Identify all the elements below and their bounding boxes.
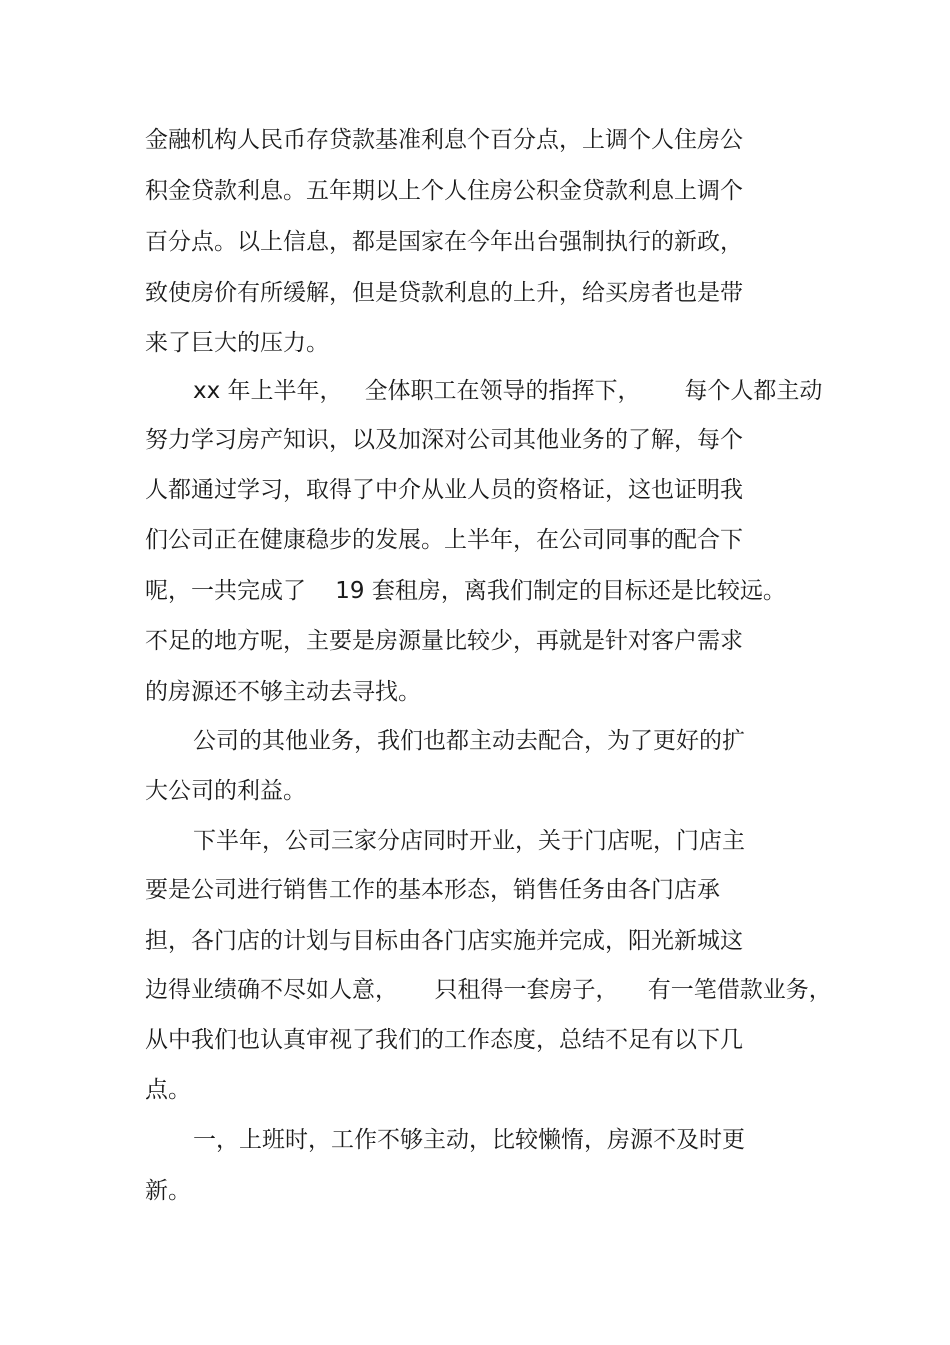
text-line: 要是公司进行销售工作的基本形态，销售任务由各门店承 xyxy=(145,877,720,903)
text-line: 金融机构人民币存贷款基准利息个百分点，上调个人住房公 xyxy=(145,127,743,153)
text-line: 百分点。以上信息，都是国家在今年出台强制执行的新政， xyxy=(145,229,743,255)
text-line: 们公司正在健康稳步的发展。上半年，在公司同事的配合下 xyxy=(145,527,743,553)
text-line: 担，各门店的计划与目标由各门店实施并完成，阳光新城这 xyxy=(145,928,743,954)
paragraph-first-line: 公司的其他业务，我们也都主动去配合，为了更好的扩 xyxy=(193,728,745,754)
text-line: 努力学习房产知识，以及加深对公司其他业务的了解，每个 xyxy=(145,427,743,453)
paragraph-first-line: 下半年，公司三家分店同时开业，关于门店呢，门店主 xyxy=(193,828,745,854)
text-line: 致使房价有所缓解，但是贷款利息的上升，给买房者也是带 xyxy=(145,280,743,306)
text-line: 边得业绩确不尽如人意， 只租得一套房子， 有一笔借款业务， xyxy=(145,977,832,1003)
text-line: 人都通过学习，取得了中介从业人员的资格证，这也证明我 xyxy=(145,477,743,503)
text-line: 不足的地方呢，主要是房源量比较少，再就是针对客户需求 xyxy=(145,628,743,654)
text-line: 新。 xyxy=(145,1178,191,1204)
paragraph-first-line: 一，上班时，工作不够主动，比较懒惰，房源不及时更 xyxy=(193,1127,745,1153)
text-line: 来了巨大的压力。 xyxy=(145,330,329,356)
text-line: 积金贷款利息。五年期以上个人住房公积金贷款利息上调个 xyxy=(145,178,743,204)
text-line: 点。 xyxy=(145,1077,191,1103)
text-line: 从中我们也认真审视了我们的工作态度，总结不足有以下几 xyxy=(145,1027,743,1053)
text-line: 大公司的利益。 xyxy=(145,778,306,804)
text-line: 呢，一共完成了 19 套租房，离我们制定的目标还是比较远。 xyxy=(145,578,786,604)
paragraph-first-line: xx 年上半年， 全体职工在领导的指挥下， 每个人都主动 xyxy=(193,378,823,404)
text-line: 的房源还不够主动去寻找。 xyxy=(145,679,421,705)
